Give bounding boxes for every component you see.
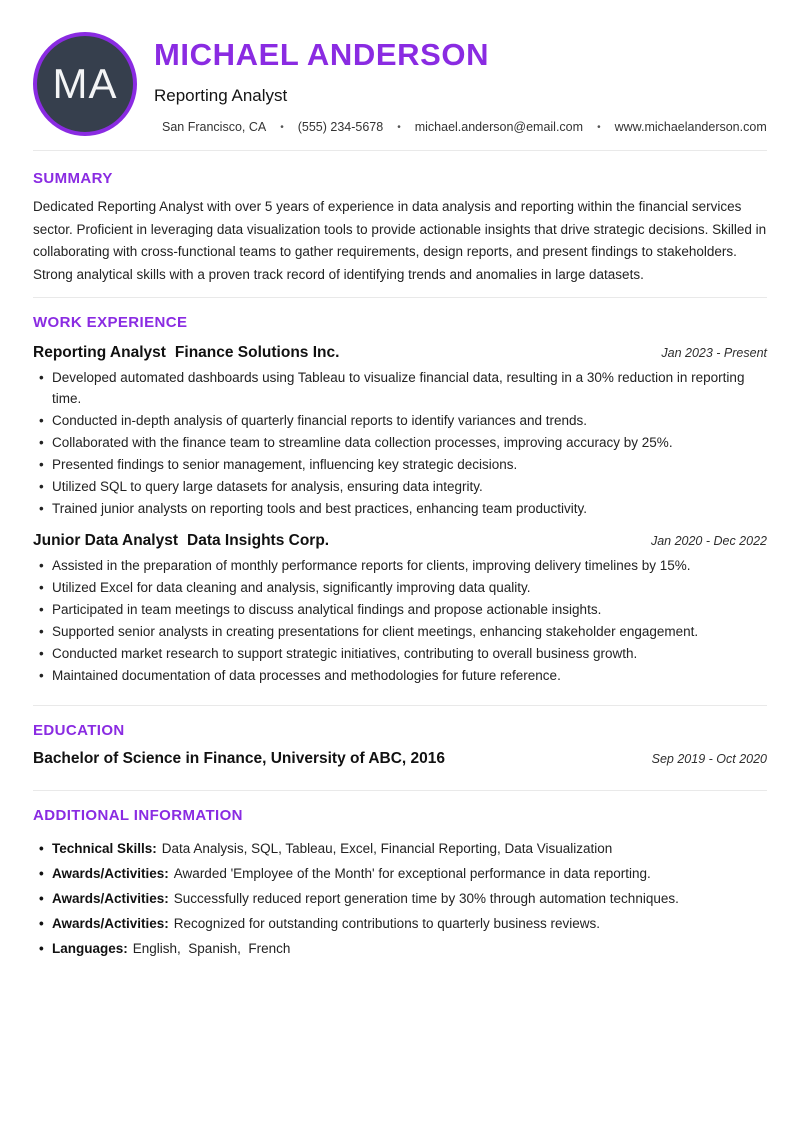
bullet-item: • Conducted market research to support strategic initiatives, contributing to overall business growth. — [33, 643, 767, 664]
education-dates: Sep 2019 - Oct 2020 — [651, 752, 767, 766]
contact-separator-dot: • — [397, 121, 401, 133]
section-additional-information — [33, 791, 767, 959]
job-title-company — [33, 344, 339, 362]
education-entry — [33, 750, 767, 768]
additional-info-item — [33, 838, 767, 859]
summary-heading: SUMMARY — [33, 170, 113, 187]
bullet-item: • Assisted in the preparation of monthly performance reports for clients, improving delivery timelines by 15%. — [33, 555, 767, 576]
additional-info-item — [33, 863, 767, 884]
resume-header — [33, 32, 767, 151]
bullet-item: • Conducted in-depth analysis of quarterly financial reports to identify variances and trends. — [33, 410, 767, 431]
avatar-initials: MA — [52, 60, 118, 107]
contact-separator-dot: • — [280, 121, 284, 133]
contact-email: michael.anderson@email.com — [414, 120, 584, 135]
info-text: Awarded 'Employee of the Month' for exceptional performance in data reporting. — [173, 866, 651, 881]
job-dates: Jan 2023 - Present — [661, 346, 767, 360]
job-company: Finance Solutions Inc. — [174, 344, 340, 361]
bullet-item: • Utilized Excel for data cleaning and analysis, significantly improving data quality. — [33, 577, 767, 598]
work-experience-heading: WORK EXPERIENCE — [33, 314, 188, 331]
bullet-item: • Presented findings to senior management, influencing key strategic decisions. — [33, 454, 767, 475]
job-header — [33, 344, 767, 362]
info-label: Languages: — [52, 941, 128, 956]
section-work-experience — [33, 298, 767, 706]
person-name: MICHAEL ANDERSON — [154, 37, 490, 72]
bullet-item: • Developed automated dashboards using Tableau to visualize financial data, resulting in a 30% reduction in reporting time. — [33, 367, 767, 409]
job-title: Reporting Analyst — [33, 344, 166, 361]
bullet-item: • Utilized SQL to query large datasets for analysis, ensuring data integrity. — [33, 476, 767, 497]
job-bullet-list — [33, 555, 767, 686]
info-label: Awards/Activities: — [52, 866, 169, 881]
info-label: Awards/Activities: — [52, 916, 169, 931]
job-bullet-list — [33, 367, 767, 519]
job-title-company — [33, 532, 329, 550]
job-title: Junior Data Analyst — [33, 532, 178, 549]
section-education — [33, 706, 767, 791]
additional-info-item — [33, 913, 767, 934]
bullet-item: • Maintained documentation of data processes and methodologies for future reference. — [33, 665, 767, 686]
contact-phone: (555) 234-5678 — [297, 120, 384, 135]
education-degree: Bachelor of Science in Finance, University of ABC, 2016 — [33, 750, 446, 767]
section-summary — [33, 151, 767, 298]
contact-website: www.michaelanderson.com — [614, 120, 767, 135]
job-header — [33, 532, 767, 550]
bullet-item: • Participated in team meetings to discuss analytical findings and propose actionable insights. — [33, 599, 767, 620]
contact-separator-dot: • — [597, 121, 601, 133]
job-entry — [33, 532, 767, 686]
info-text: Data Analysis, SQL, Tableau, Excel, Financial Reporting, Data Visualization — [161, 841, 613, 856]
info-label: Awards/Activities: — [52, 891, 169, 906]
additional-info-list — [33, 838, 767, 959]
info-text: Successfully reduced report generation time by 30% through automation techniques. — [173, 891, 679, 906]
additional-info-item — [33, 888, 767, 909]
summary-text: Dedicated Reporting Analyst with over 5 years of experience in data analysis and reporting within the financial services sector. Proficient in leveraging data visualization tools to provide actionable insights that drive strategic decisions. Skilled in collaborating with cross-functional teams to gather requirements, design reports, and present findings to stakeholders. Strong analytical skills with a proven track record of identifying trends and anomalies in large datasets. — [33, 199, 767, 282]
additional-information-heading: ADDITIONAL INFORMATION — [33, 807, 243, 824]
bullet-item: • Supported senior analysts in creating presentations for client meetings, enhancing stakeholder engagement. — [33, 621, 767, 642]
job-company: Data Insights Corp. — [187, 532, 330, 549]
job-entry — [33, 344, 767, 519]
header-text-block — [154, 32, 767, 134]
info-label: Technical Skills: — [52, 841, 157, 856]
bullet-item: • Collaborated with the finance team to streamline data collection processes, improving accuracy by 25%. — [33, 432, 767, 453]
info-text: Recognized for outstanding contributions to quarterly business reviews. — [173, 916, 601, 931]
job-dates: Jan 2020 - Dec 2022 — [650, 534, 767, 548]
education-heading: EDUCATION — [33, 722, 125, 739]
contact-row — [162, 120, 767, 134]
info-text: English, Spanish, French — [132, 941, 291, 956]
bullet-item: • Trained junior analysts on reporting tools and best practices, enhancing team productivity. — [33, 498, 767, 519]
person-job-title: Reporting Analyst — [154, 86, 288, 106]
avatar — [33, 32, 137, 136]
contact-location: San Francisco, CA — [162, 120, 267, 135]
additional-info-item — [33, 938, 767, 959]
